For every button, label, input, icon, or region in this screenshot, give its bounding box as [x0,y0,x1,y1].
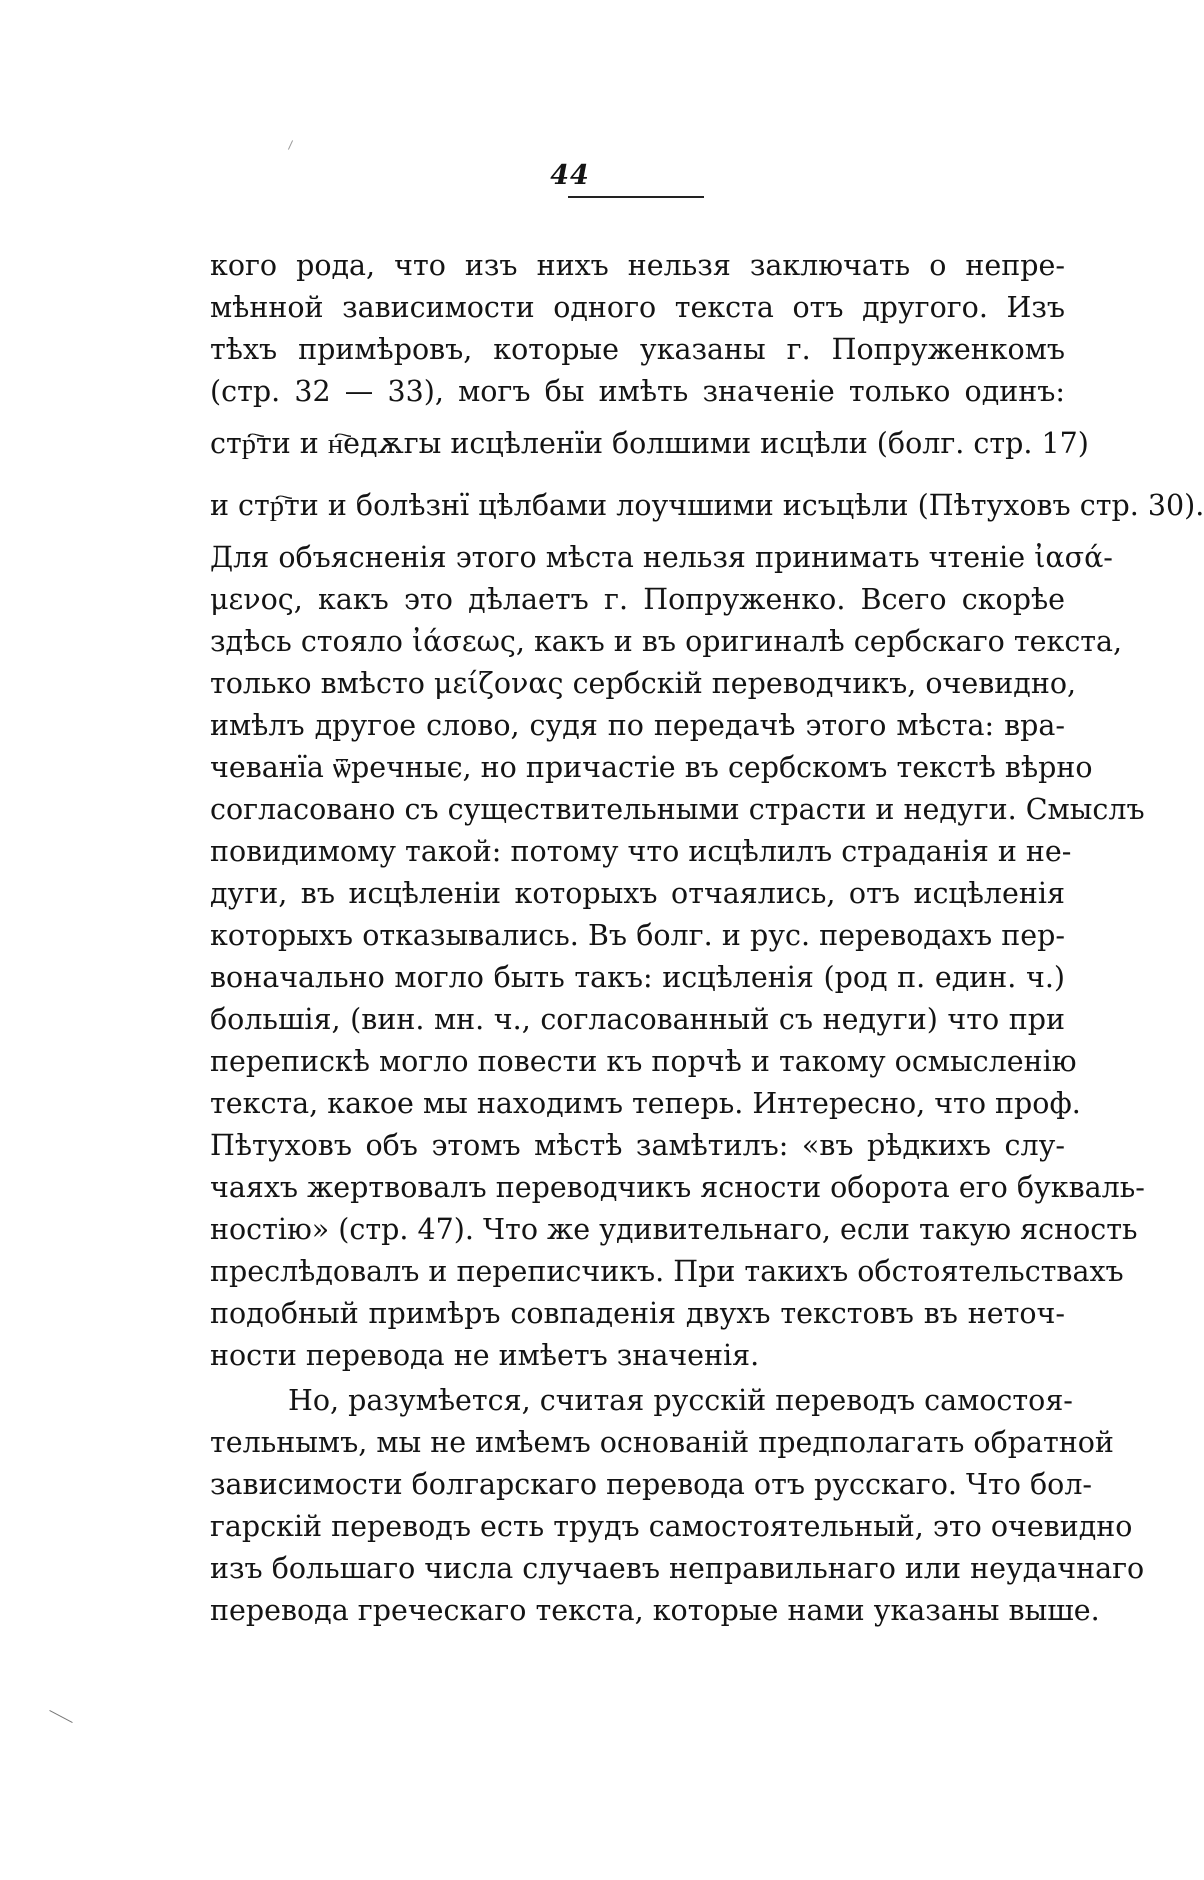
text-line: (стр. 32 — 33), могъ бы имѣть значеніе только одинъ: [210,375,1065,408]
text-line-church-slavonic: стр҇ти и н҇едѫгы исцѣленїи болшими исцѣли (болг. стр. 17) [210,427,1089,460]
page-number: 44 [550,160,590,191]
text-line: только вмѣсто μείζονας сербскій переводчикъ, очевидно, [210,667,1077,700]
text-line: мѣнной зависимости одного текста отъ другого. Изъ [210,291,1065,324]
text-line: согласовано съ существительными страсти и недуги. Смыслъ [210,793,1145,826]
text-line-church-slavonic: и стр҇ти и болѣзнї цѣлбами лоучшими исъцѣли (Пѣтуховъ стр. 30). [210,489,1204,522]
text-line: перепискѣ могло повести къ порчѣ и такому осмысленію [210,1045,1077,1078]
text-line: преслѣдовалъ и переписчикъ. При такихъ обстоятельствахъ [210,1255,1124,1288]
page-number-rule [568,196,704,198]
text-line: Для объясненія этого мѣста нельзя принимать чтеніе ἰασά- [210,541,1113,574]
text-line: кого рода, что изъ нихъ нельзя заключать о непре- [210,249,1065,282]
text-line: большія, (вин. мн. ч., согласованный съ недуги) что при [210,1003,1065,1036]
paragraph-1 [210,245,1204,1377]
text-line: дуги, въ исцѣленіи которыхъ отчаялись, отъ исцѣленія [210,877,1065,910]
text-line: воначально могло быть такъ: исцѣленія (род п. един. ч.) [210,961,1065,994]
stray-pencil-mark [288,140,293,149]
text-line-last: ности перевода не имѣетъ значенія. [210,1339,760,1372]
text-line: повидимому такой: потому что исцѣлилъ страданія и не- [210,835,1072,868]
paragraph-2 [210,1380,1145,1632]
text-line: перевода греческаго текста, которые нами указаны выше. [210,1594,1100,1627]
text-line: тельнымъ, мы не имѣемъ основаній предполагать обратной [210,1426,1114,1459]
text-line: которыхъ отказывались. Въ болг. и рус. переводахъ пер- [210,919,1065,952]
text-line: чаяхъ жертвовалъ переводчикъ ясности оборота его буквaль- [210,1171,1145,1204]
text-line-indented: Но, разумѣется, считая русскій переводъ самостоя- [288,1384,1073,1417]
stray-ink-mark [49,1710,72,1723]
text-line: μενος, какъ это дѣлаетъ г. Попруженко. Всего скорѣе [210,583,1065,616]
text-line: изъ большаго числа случаевъ неправильнаго или неудачнаго [210,1552,1145,1585]
text-line: подобный примѣръ совпаденія двухъ текстовъ въ неточ- [210,1297,1065,1330]
text-line: Пѣтуховъ объ этомъ мѣстѣ замѣтилъ: «въ рѣдкихъ слу- [210,1129,1065,1162]
text-line: чеванїа ѿречныє, но причастіе въ сербскомъ текстѣ вѣрно [210,751,1093,784]
text-line: ностію» (стр. 47). Что же удивительнаго, если такую ясность [210,1213,1138,1246]
text-line: гарскій переводъ есть трудъ самостоятельный, это очевидно [210,1510,1133,1543]
text-line: здѣсь стояло ἰάσεως, какъ и въ оригиналѣ сербскаго текста, [210,625,1123,658]
text-line: тѣхъ примѣровъ, которые указаны г. Попруженкомъ [210,333,1065,366]
text-line: имѣлъ другое слово, судя по передачѣ этого мѣста: вра- [210,709,1065,742]
text-line: текста, какое мы находимъ теперь. Интересно, что проф. [210,1087,1081,1120]
text-line: зависимости болгарскаго перевода отъ русскаго. Что бол- [210,1468,1093,1501]
